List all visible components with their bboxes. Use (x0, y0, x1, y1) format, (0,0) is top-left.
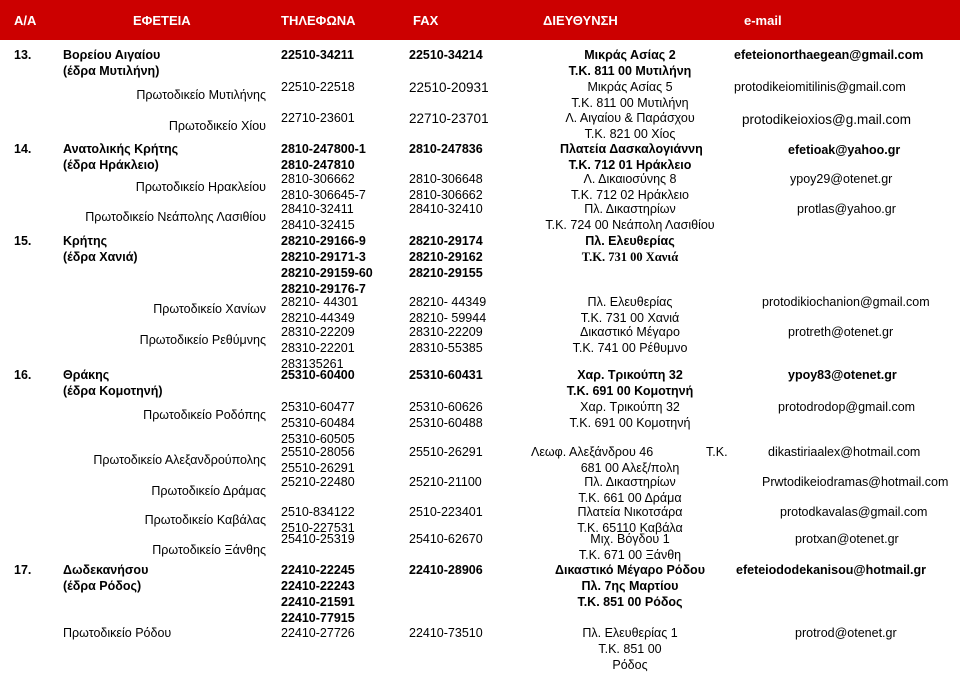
email: protxan@otenet.gr (795, 532, 899, 546)
fax: 28210-29162 (409, 250, 483, 264)
fax: 22510-20931 (409, 80, 489, 95)
phone: 25410-25319 (281, 532, 355, 546)
phone: 2510-227531 (281, 521, 355, 535)
email: protodrodop@gmail.com (778, 400, 916, 414)
phone: 22410-21591 (281, 595, 355, 609)
court-name: Πρωτοδικείο Χίου (168, 119, 266, 133)
fax: 28210-29155 (409, 266, 483, 280)
address-line: Τ.Κ. 65110 Καβάλα (577, 521, 683, 535)
court-name: Πρωτοδικείο Ρόδου (63, 626, 172, 640)
phone: 28410-32411 (281, 202, 354, 216)
fax: 22510-34214 (409, 48, 483, 62)
address-line: Χαρ. Τρικούπη 32 (577, 368, 683, 382)
phone: 22510-34211 (281, 48, 354, 62)
address-line: Λεωφ. Αλεξάνδρου 46 (531, 445, 654, 459)
court-seat: (έδρα Χανιά) (63, 250, 138, 264)
address-line: Τ.Κ. 712 02 Ηράκλειο (571, 188, 689, 202)
row-number: 16. (14, 368, 32, 382)
phone: 22410-77915 (281, 611, 355, 625)
fax: 28210- 59944 (409, 311, 487, 325)
phone: 2810-306645-7 (281, 188, 366, 202)
header-aa: Α/Α (14, 13, 37, 28)
email: protreth@otenet.gr (788, 325, 894, 339)
address-line: Τ.Κ. 851 00 (598, 642, 662, 656)
phone: 22510-22518 (281, 80, 355, 94)
court-name: Πρωτοδικείο Αλεξανδρούπολης (93, 453, 266, 467)
phone: 28210-29159-60 (281, 266, 373, 280)
fax: 25510-26291 (409, 445, 483, 459)
court-name: Κρήτης (63, 234, 108, 248)
phone: 22410-22243 (281, 579, 355, 593)
fax: 25410-62670 (409, 532, 483, 546)
address-line: Τ.Κ. 811 00 Μυτιλήνη (568, 64, 692, 78)
address-line: Πλ. Δικαστηρίων (584, 475, 676, 489)
table-header (0, 0, 960, 40)
fax: 28210-29174 (409, 234, 483, 248)
court-name: Βορείου Αιγαίου (63, 48, 161, 62)
email: Prwtodikeiodramas@hotmail.com (762, 475, 949, 489)
address-line: Τ.Κ. 731 00 Χανιά (580, 311, 680, 325)
header-phone: ΤΗΛΕΦΩΝΑ (281, 13, 356, 28)
court-name: Δωδεκανήσου (63, 563, 149, 577)
fax: 28210- 44349 (409, 295, 487, 309)
phone: 28410-32415 (281, 218, 355, 232)
email: protodkavalas@gmail.com (780, 505, 928, 519)
address-line: Τ.Κ. 712 01 Ηράκλειο (568, 158, 692, 172)
address-line: Λ. Δικαιοσύνης 8 (583, 172, 677, 186)
phone: 2510-834122 (281, 505, 355, 519)
fax: 2810-247836 (409, 142, 483, 156)
court-seat: (έδρα Κομοτηνή) (63, 384, 163, 398)
address-line: Τ.Κ. (706, 445, 728, 459)
fax: 2510-223401 (409, 505, 483, 519)
fax: 22410-73510 (409, 626, 483, 640)
fax: 22410-28906 (409, 563, 483, 577)
phone: 2810-247810 (281, 158, 355, 172)
address-line: Ρόδος (612, 658, 648, 672)
address-line: Δικαστικό Μέγαρο Ρόδου (555, 563, 705, 577)
row-number: 14. (14, 142, 32, 156)
fax: 28310-22209 (409, 325, 483, 339)
court-name: Ανατολικής Κρήτης (63, 142, 179, 156)
fax: 28310-55385 (409, 341, 483, 355)
email: dikastiriaalex@hotmail.com (768, 445, 921, 459)
phone: 22410-27726 (281, 626, 355, 640)
phone: 22710-23601 (281, 111, 355, 125)
phone: 25310-60477 (281, 400, 355, 414)
address-line: Πλ. 7ης Μαρτίου (581, 579, 679, 593)
court-name: Πρωτοδικείο Καβάλας (144, 513, 266, 527)
phone: 25210-22480 (281, 475, 355, 489)
fax: 28410-32410 (409, 202, 483, 216)
fax: 2810-306662 (409, 188, 483, 202)
phone: 22410-22245 (281, 563, 355, 577)
email: protrod@otenet.gr (795, 626, 897, 640)
address-line: Μιχ. Βόγδου 1 (590, 532, 670, 546)
email: efeteionorthaegean@gmail.com (734, 48, 924, 62)
email: protodikiochanion@gmail.com (762, 295, 930, 309)
phone: 28310-22209 (281, 325, 355, 339)
address-line: Χαρ. Τρικούπη 32 (580, 400, 680, 414)
phone: 25510-26291 (281, 461, 355, 475)
address-line: Τ.Κ. 661 00 Δράμα (578, 491, 682, 505)
phone: 25310-60505 (281, 432, 355, 446)
court-name: Πρωτοδικείο Νεάπολης Λασιθίου (85, 210, 266, 224)
court-name: Πρωτοδικείο Ξάνθης (152, 543, 266, 557)
address-line: 681 00 Αλεξ/πολη (580, 461, 680, 475)
row-number: 13. (14, 48, 32, 62)
header-address: ΔΙΕΥΘΥΝΣΗ (543, 13, 618, 28)
phone: 28210- 44301 (281, 295, 359, 309)
court-name: Πρωτοδικείο Δράμας (151, 484, 266, 498)
address-line: Πλ. Ελευθερίας 1 (582, 626, 678, 640)
address-line: Πλ. Δικαστηρίων (584, 202, 676, 216)
address-line: Τ.Κ. 691 00 Κομοτηνή (569, 416, 691, 430)
email: efetioak@yahoo.gr (788, 143, 901, 157)
court-seat: (έδρα Ηράκλειο) (63, 158, 159, 172)
court-name: Πρωτοδικείο Ροδόπης (143, 408, 266, 422)
address-line: Τ.Κ. 731 00 Χανιά (581, 250, 679, 264)
address-line: Δικαστικό Μέγαρο (580, 325, 680, 339)
email: efeteiododekanisou@hotmail.gr (736, 563, 926, 577)
address-line: Τ.Κ. 724 00 Νεάπολη Λασιθίου (545, 218, 715, 232)
address-line: Λ. Αιγαίου & Παράσχου (565, 111, 695, 125)
court-seat: (έδρα Ρόδος) (63, 579, 142, 593)
address-line: Τ.Κ. 691 00 Κομοτηνή (566, 384, 694, 398)
address-line: Τ.Κ. 821 00 Χίος (584, 127, 676, 141)
court-name: Θράκης (63, 368, 110, 382)
header-fax: FAX (413, 13, 439, 28)
address-line: Πλ. Ελευθερίας (585, 234, 675, 248)
header-efeteia: ΕΦΕΤΕΙΑ (133, 13, 191, 28)
address-line: Τ.Κ. 741 00 Ρέθυμνο (572, 341, 688, 355)
phone: 25310-60400 (281, 368, 355, 382)
address-line: Μικράς Ασίας 2 (584, 48, 676, 62)
phone: 28210-44349 (281, 311, 355, 325)
email: protodikeioxios@g.mail.com (742, 112, 912, 127)
phone: 28210-29176-7 (281, 282, 366, 296)
phone: 283135261 (281, 357, 344, 371)
address-line: Τ.Κ. 671 00 Ξάνθη (578, 548, 682, 562)
phone: 28310-22201 (281, 341, 355, 355)
address-line: Τ.Κ. 851 00 Ρόδος (577, 595, 683, 609)
header-email: e-mail (744, 13, 782, 28)
court-name: Πρωτοδικείο Χανίων (153, 302, 266, 316)
court-name: Πρωτοδικείο Μυτιλήνης (136, 88, 266, 102)
phone: 28210-29171-3 (281, 250, 366, 264)
email: ypoy29@otenet.gr (790, 172, 893, 186)
row-number: 15. (14, 234, 32, 248)
email: ypoy83@otenet.gr (788, 368, 897, 382)
address-line: Πλατεία Νικοτσάρα (577, 505, 683, 519)
address-line: Πλατεία Δασκαλογιάννη (560, 142, 703, 156)
address-line: Μικράς Ασίας 5 (587, 80, 673, 94)
row-number: 17. (14, 563, 32, 577)
court-name: Πρωτοδικείο Ρεθύμνης (139, 333, 266, 347)
fax: 25310-60626 (409, 400, 483, 414)
phone: 25310-60484 (281, 416, 355, 430)
phone: 28210-29166-9 (281, 234, 366, 248)
email: protodikeiomitilinis@gmail.com (734, 80, 906, 94)
address-line: Τ.Κ. 811 00 Μυτιλήνη (571, 96, 689, 110)
court-name: Πρωτοδικείο Ηρακλείου (135, 180, 266, 194)
fax: 22710-23701 (409, 111, 489, 126)
court-seat: (έδρα Μυτιλήνη) (63, 64, 160, 78)
phone: 2810-306662 (281, 172, 355, 186)
fax: 25210-21100 (409, 475, 482, 489)
address-line: Πλ. Ελευθερίας (587, 295, 673, 309)
fax: 25310-60488 (409, 416, 483, 430)
phone: 25510-28056 (281, 445, 355, 459)
fax: 2810-306648 (409, 172, 483, 186)
fax: 25310-60431 (409, 368, 483, 382)
phone: 2810-247800-1 (281, 142, 366, 156)
email: protlas@yahoo.gr (797, 202, 896, 216)
